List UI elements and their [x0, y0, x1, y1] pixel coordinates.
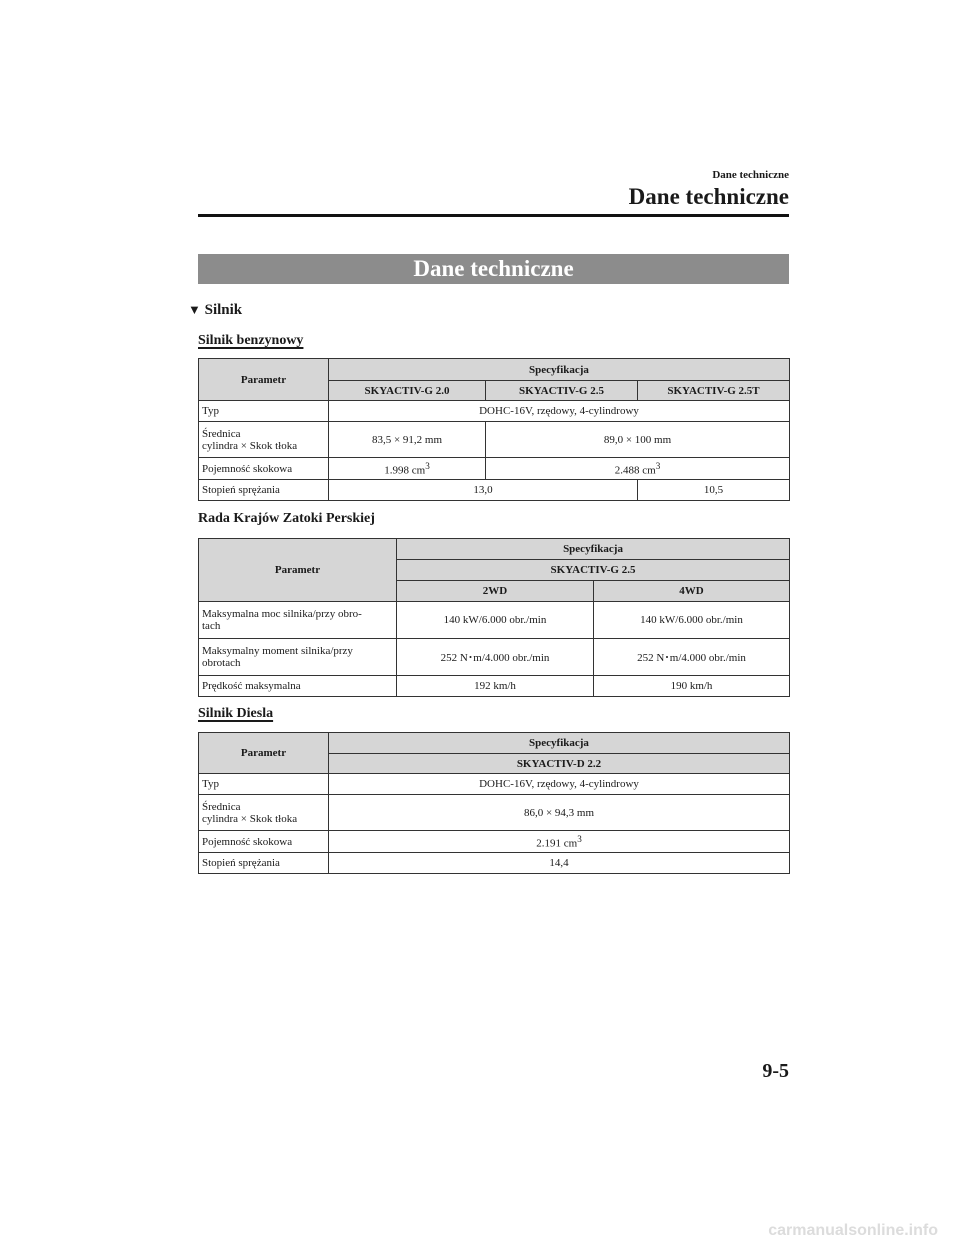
cell-value: 89,0 × 100 mm	[486, 422, 790, 458]
drive-header: 4WD	[594, 581, 790, 602]
row-label-line: cylindra × Skok tłoka	[202, 439, 298, 452]
unit-superscript: 3	[577, 833, 582, 844]
spec-header: Specyfikacja	[329, 733, 790, 754]
model-header: SKYACTIV-G 2.5	[397, 560, 790, 581]
cell-value: 252 N･m/4.000 obr./min	[594, 639, 790, 676]
row-label: Stopień sprężania	[199, 480, 329, 501]
cell-value: 252 N･m/4.000 obr./min	[397, 639, 594, 676]
cell-value: 192 km/h	[397, 676, 594, 697]
row-label-line: Średnica	[202, 800, 241, 813]
diesel-heading: Silnik Diesla	[198, 706, 274, 721]
cell-value	[329, 458, 486, 480]
row-label	[199, 602, 397, 639]
spec-header: Specyfikacja	[329, 359, 790, 381]
cell-value	[486, 458, 790, 480]
petrol-heading: Silnik benzynowy	[198, 333, 304, 348]
row-label: Typ	[199, 401, 329, 422]
row-label	[199, 795, 329, 831]
cell-value: 190 km/h	[594, 676, 790, 697]
cell-value: DOHC-16V, rzędowy, 4-cylindrowy	[329, 774, 790, 795]
row-label	[199, 422, 329, 458]
section-heading	[188, 302, 242, 319]
row-label: Pojemność skokowa	[199, 458, 329, 480]
cell-value	[329, 831, 790, 853]
cell-value: 14,4	[329, 853, 790, 874]
petrol-spec-table	[198, 358, 790, 501]
value-text: 2.488 cm	[614, 464, 656, 477]
row-label	[199, 639, 397, 676]
cell-value: 140 kW/6.000 obr./min	[594, 602, 790, 639]
model-header: SKYACTIV-G 2.5T	[638, 381, 790, 401]
model-header: SKYACTIV-G 2.0	[329, 381, 486, 401]
row-label-line: Maksymalna moc silnika/przy obro-	[202, 608, 362, 620]
row-label: Typ	[199, 774, 329, 795]
row-label-line: obrotach	[202, 657, 241, 669]
spec-header: Specyfikacja	[397, 539, 790, 560]
unit-superscript: 3	[425, 460, 430, 471]
value-text: 1.998 cm	[384, 464, 426, 477]
diesel-spec-table	[198, 732, 790, 874]
running-header-large: Dane techniczne	[628, 184, 789, 209]
row-label-line: Maksymalny moment silnika/przy	[202, 645, 353, 657]
header-rule	[198, 214, 789, 217]
gulf-spec-table	[198, 538, 790, 697]
value-text: 2.191 cm	[536, 837, 578, 850]
watermark: carmanualsonline.info	[768, 1222, 938, 1239]
row-label: Pojemność skokowa	[199, 831, 329, 853]
running-header-small: Dane techniczne	[712, 169, 789, 181]
drive-header: 2WD	[397, 581, 594, 602]
row-label: Stopień sprężania	[199, 853, 329, 874]
page-number: 9-5	[762, 1060, 789, 1082]
chapter-banner: Dane techniczne	[198, 254, 789, 284]
unit-superscript: 3	[655, 460, 661, 471]
row-label-line: cylindra × Skok tłoka	[202, 812, 298, 825]
section-title: Silnik	[204, 302, 243, 318]
cell-value: 83,5 × 91,2 mm	[329, 422, 486, 458]
triangle-marker-icon: ▼	[188, 302, 201, 317]
cell-value: DOHC-16V, rzędowy, 4-cylindrowy	[329, 401, 790, 422]
model-header: SKYACTIV-D 2.2	[329, 754, 790, 774]
cell-value: 86,0 × 94,3 mm	[329, 795, 790, 831]
row-label-line: tach	[202, 620, 221, 632]
row-label-line: Średnica	[202, 427, 241, 440]
cell-value: 140 kW/6.000 obr./min	[397, 602, 594, 639]
model-header: SKYACTIV-G 2.5	[486, 381, 638, 401]
param-header: Parametr	[199, 539, 397, 602]
param-header: Parametr	[199, 733, 329, 774]
cell-value: 10,5	[638, 480, 790, 501]
param-header: Parametr	[199, 359, 329, 401]
gulf-heading: Rada Krajów Zatoki Perskiej	[198, 511, 375, 526]
row-label: Prędkość maksymalna	[199, 676, 397, 697]
cell-value: 13,0	[329, 480, 638, 501]
